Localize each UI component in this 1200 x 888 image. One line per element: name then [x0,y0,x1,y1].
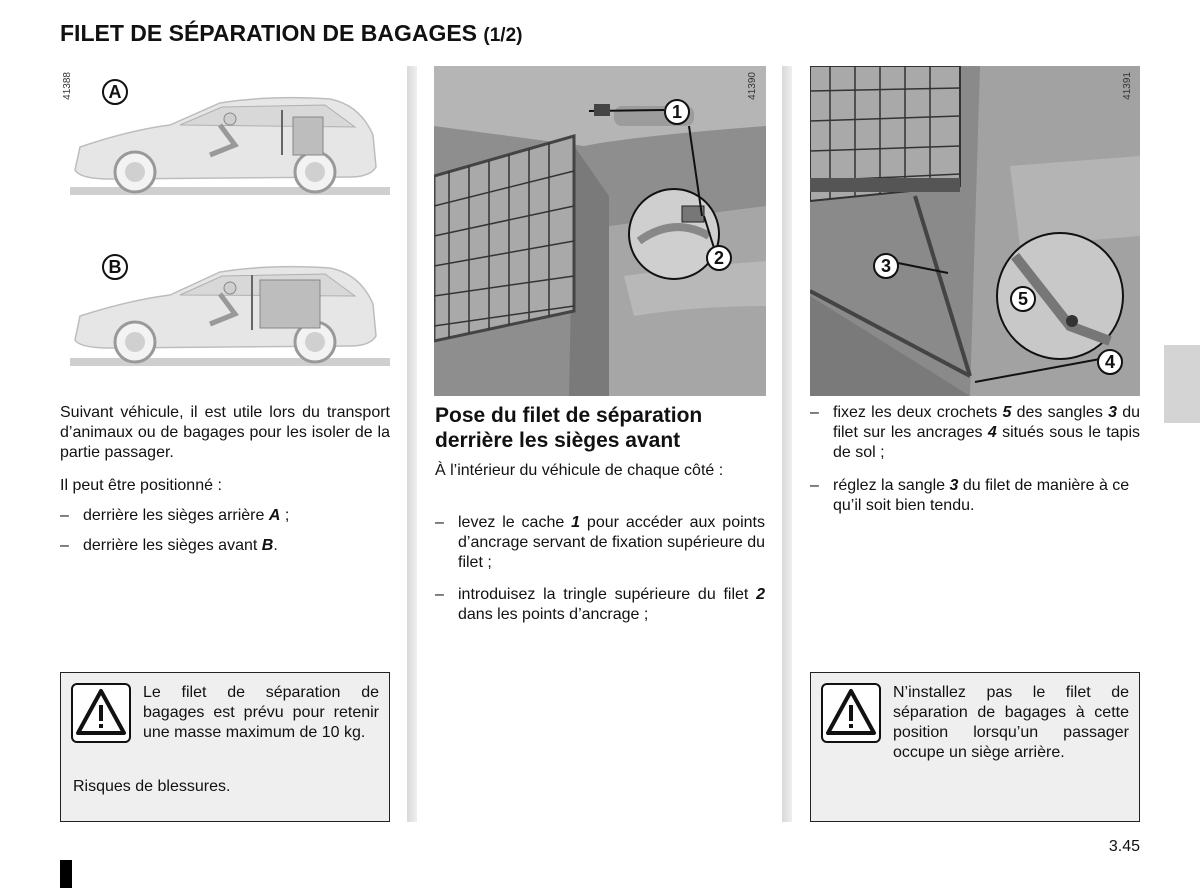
position-intro: Il peut être positionné : [60,477,222,494]
callout-b: B [102,254,128,280]
list-item: – introduisez la tringle supérieure du filet 2 dans les points d’ancrage ; [435,586,765,623]
ref-2: 2 [756,586,765,603]
intro-text: Suivant véhicule, il est utile lors du transport d’animaux ou de bagages pour les isoler de la partie passager. [60,404,390,461]
ref-4: 4 [987,424,997,441]
column-divider [407,66,417,822]
ref-3: 3 [1108,404,1117,421]
list-item: – réglez la sangle 3 du filet de manière à ce qu’il soit bien tendu. [810,477,1130,514]
warning-triangle-icon [821,683,881,743]
warning-box [810,672,1140,822]
callout-5: 5 [1010,286,1036,312]
page-title [60,20,522,47]
photo-floor-anchors [810,66,1140,396]
warning-text: N’installez pas le filet de séparation de bagages à cette position lorsqu’un passager occupe un siège arrière. [893,684,1129,761]
ref-3: 3 [949,477,959,494]
list-item: – derrière les sièges arrière A ; [60,507,290,524]
figure-code: 41391 [1122,72,1133,100]
callout-4: 4 [1097,349,1123,375]
ref-5: 5 [1002,404,1012,421]
warning-risk: Risques de blessures. [73,778,231,795]
warning-triangle-icon [71,683,131,743]
corner-marker [60,860,72,888]
page-number: 3.45 [1108,838,1140,855]
warning-box [60,672,390,822]
title-main: FILET DE SÉPARATION DE BAGAGES [60,20,478,46]
list-item: – derrière les sièges avant B. [60,537,278,554]
chapter-tab [1164,345,1200,423]
ref-b: B [261,537,274,554]
list-item: – levez le cache 1 pour accéder aux points d’ancrage servant de fixation supérieure du filet ; [435,514,765,571]
ref-a: A [268,507,281,524]
column-divider [782,66,792,822]
section-heading: Pose du filet de séparation derrière les sièges avant [435,404,703,452]
title-sub: (1/2) [483,25,523,46]
ref-1: 1 [571,514,581,531]
warning-text: Le filet de séparation de bagages est prévu pour retenir une masse maximum de 10 kg. [143,684,379,741]
callout-a: A [102,79,128,105]
callout-3: 3 [873,253,899,279]
list-item: – fixez les deux crochets 5 des sangles 3 du filet sur les ancrages 4 situés sous le tapis de sol ; [810,404,1141,461]
callout-1: 1 [664,99,690,125]
section-intro: À l’intérieur du véhicule de chaque côté : [435,462,724,479]
figure-code: 41388 [62,72,73,100]
photo-anchor-points [434,66,766,396]
callout-2: 2 [706,245,732,271]
figure-code: 41390 [747,72,758,100]
